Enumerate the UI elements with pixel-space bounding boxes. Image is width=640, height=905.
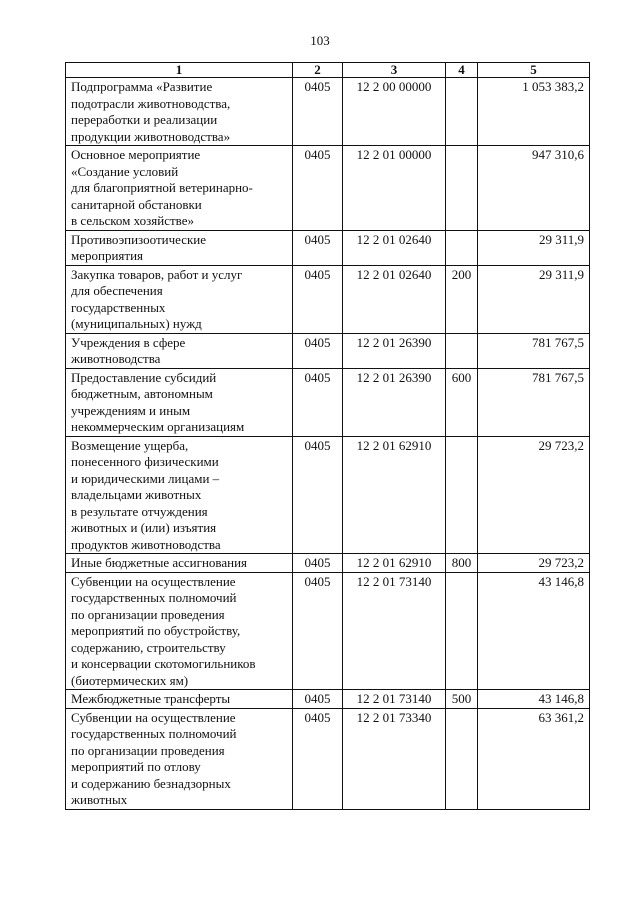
- row-expense-type-cell: [446, 708, 478, 809]
- row-amount-cell: 29 311,9: [478, 265, 590, 333]
- row-section-code-cell: 0405: [293, 146, 343, 231]
- row-name-cell: Подпрограмма «Развитие подотрасли животноводства, переработки и реализации продукции животноводства»: [66, 78, 293, 146]
- row-target-article-cell: 12 2 01 26390: [343, 333, 446, 368]
- row-section-code-cell: 0405: [293, 690, 343, 709]
- row-expense-type-cell: [446, 333, 478, 368]
- header-col-3: 3: [343, 63, 446, 78]
- table-row: [66, 554, 590, 573]
- row-expense-type-cell: [446, 436, 478, 554]
- row-name-cell: Предоставление субсидий бюджетным, автономным учреждениям и иным некоммерческим организациям: [66, 368, 293, 436]
- row-name-cell: Возмещение ущерба, понесенного физическими и юридическими лицами – владельцами животных в результате отчуждения животных и (или) изъятия продуктов животноводства: [66, 436, 293, 554]
- row-amount-cell: 29 311,9: [478, 230, 590, 265]
- row-expense-type-cell: [446, 78, 478, 146]
- row-section-code-cell: 0405: [293, 708, 343, 809]
- table-row: [66, 368, 590, 436]
- table-row: [66, 690, 590, 709]
- row-target-article-cell: 12 2 01 73140: [343, 690, 446, 709]
- row-section-code-cell: 0405: [293, 554, 343, 573]
- row-section-code-cell: 0405: [293, 572, 343, 690]
- row-name-cell: Противоэпизоотические мероприятия: [66, 230, 293, 265]
- table-row: [66, 230, 590, 265]
- budget-table: [65, 62, 590, 810]
- row-amount-cell: 781 767,5: [478, 333, 590, 368]
- table-row: [66, 265, 590, 333]
- row-section-code-cell: 0405: [293, 230, 343, 265]
- row-expense-type-cell: [446, 572, 478, 690]
- row-name-cell: Учреждения в сфере животноводства: [66, 333, 293, 368]
- table-row: [66, 333, 590, 368]
- row-section-code-cell: 0405: [293, 265, 343, 333]
- row-amount-cell: 43 146,8: [478, 690, 590, 709]
- table-row: [66, 436, 590, 554]
- header-col-2: 2: [293, 63, 343, 78]
- row-target-article-cell: 12 2 01 62910: [343, 436, 446, 554]
- header-col-1: 1: [66, 63, 293, 78]
- row-expense-type-cell: [446, 230, 478, 265]
- row-amount-cell: 1 053 383,2: [478, 78, 590, 146]
- row-amount-cell: 781 767,5: [478, 368, 590, 436]
- table-row: [66, 146, 590, 231]
- row-amount-cell: 29 723,2: [478, 554, 590, 573]
- row-target-article-cell: 12 2 01 73340: [343, 708, 446, 809]
- row-name-cell: Субвенции на осуществление государственных полномочий по организации проведения мероприятий по обустройству, содержанию, строительству и консервации скотомогильников (биотермических ям): [66, 572, 293, 690]
- row-amount-cell: 29 723,2: [478, 436, 590, 554]
- row-section-code-cell: 0405: [293, 333, 343, 368]
- row-expense-type-cell: 800: [446, 554, 478, 573]
- row-section-code-cell: 0405: [293, 78, 343, 146]
- row-expense-type-cell: [446, 146, 478, 231]
- table-row: [66, 78, 590, 146]
- header-col-4: 4: [446, 63, 478, 78]
- table-row: [66, 572, 590, 690]
- row-section-code-cell: 0405: [293, 368, 343, 436]
- row-target-article-cell: 12 2 01 62910: [343, 554, 446, 573]
- row-target-article-cell: 12 2 01 00000: [343, 146, 446, 231]
- row-expense-type-cell: 500: [446, 690, 478, 709]
- row-name-cell: Иные бюджетные ассигнования: [66, 554, 293, 573]
- row-target-article-cell: 12 2 01 26390: [343, 368, 446, 436]
- row-expense-type-cell: 600: [446, 368, 478, 436]
- page-number: 103: [310, 33, 330, 48]
- row-name-cell: Субвенции на осуществление государственных полномочий по организации проведения мероприятий по отлову и содержанию безнадзорных животных: [66, 708, 293, 809]
- row-name-cell: Закупка товаров, работ и услуг для обеспечения государственных (муниципальных) нужд: [66, 265, 293, 333]
- row-target-article-cell: 12 2 01 02640: [343, 230, 446, 265]
- row-target-article-cell: 12 2 00 00000: [343, 78, 446, 146]
- row-name-cell: Межбюджетные трансферты: [66, 690, 293, 709]
- table-row: [66, 708, 590, 809]
- row-name-cell: Основное мероприятие «Создание условий для благоприятной ветеринарно- санитарной обстановки в сельском хозяйстве»: [66, 146, 293, 231]
- row-expense-type-cell: 200: [446, 265, 478, 333]
- row-amount-cell: 43 146,8: [478, 572, 590, 690]
- table-header-row: [66, 63, 590, 78]
- row-target-article-cell: 12 2 01 73140: [343, 572, 446, 690]
- row-section-code-cell: 0405: [293, 436, 343, 554]
- row-target-article-cell: 12 2 01 02640: [343, 265, 446, 333]
- row-amount-cell: 947 310,6: [478, 146, 590, 231]
- header-col-5: 5: [478, 63, 590, 78]
- row-amount-cell: 63 361,2: [478, 708, 590, 809]
